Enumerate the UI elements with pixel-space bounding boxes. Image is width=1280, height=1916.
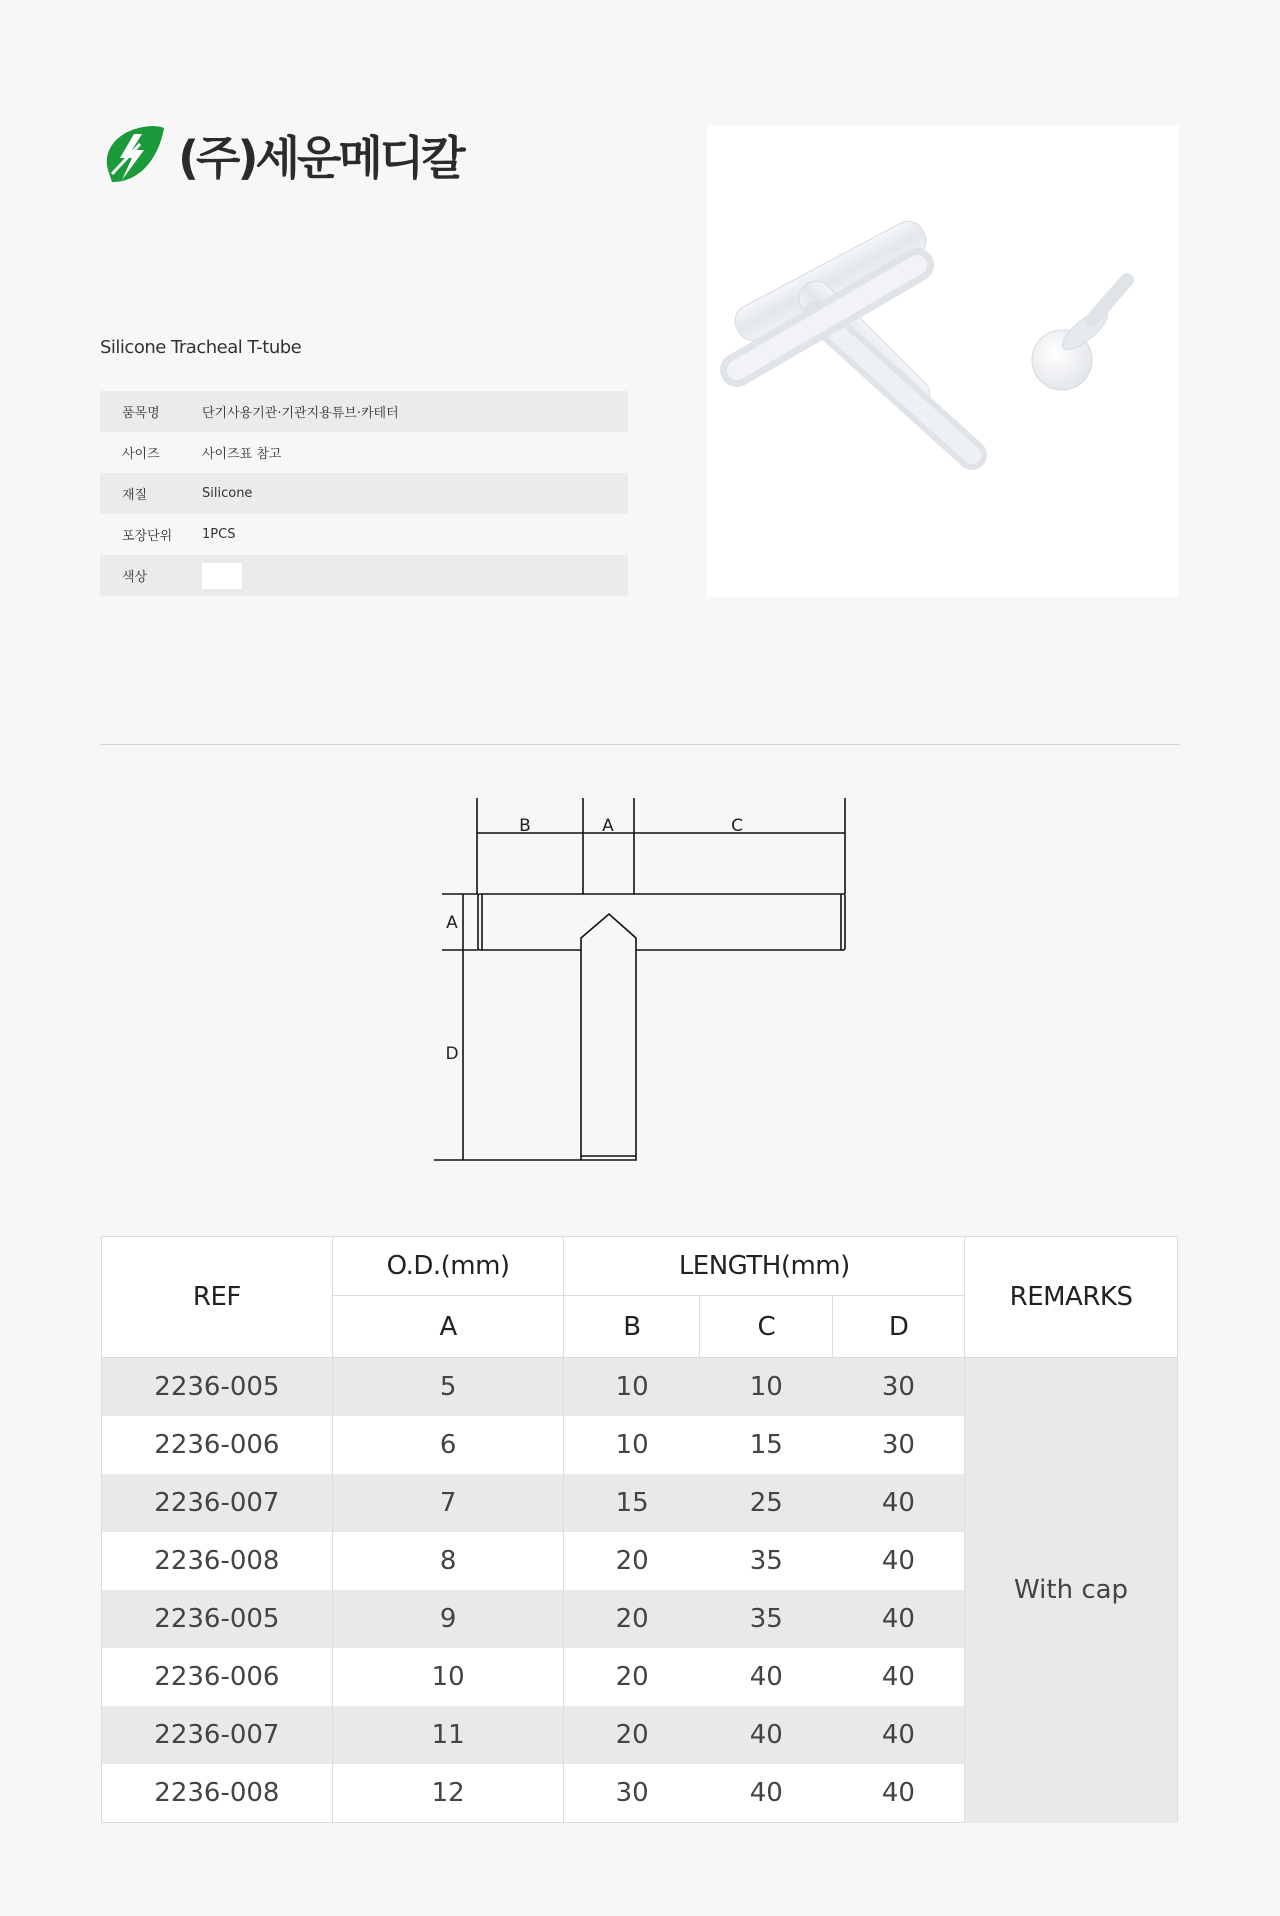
spec-row (100, 514, 628, 555)
cell-b: 15 (564, 1474, 700, 1532)
cell-a: 11 (332, 1706, 564, 1764)
cell-a: 7 (332, 1474, 564, 1532)
t-tube-image (707, 125, 1179, 597)
cell-c: 10 (700, 1358, 833, 1417)
dim-label-a: A (602, 816, 614, 836)
cell-c: 40 (700, 1706, 833, 1764)
cell-ref: 2236-007 (102, 1474, 333, 1532)
spec-table (100, 391, 628, 596)
dim-label-c: C (731, 816, 743, 836)
cell-ref: 2236-007 (102, 1706, 333, 1764)
cell-a: 8 (332, 1532, 564, 1590)
cell-c: 15 (700, 1416, 833, 1474)
cell-a: 5 (332, 1358, 564, 1417)
cell-a: 10 (332, 1648, 564, 1706)
cell-d: 40 (833, 1648, 965, 1706)
spec-row (100, 555, 628, 596)
company-logo (100, 120, 463, 190)
cell-b: 10 (564, 1358, 700, 1417)
cell-c: 35 (700, 1532, 833, 1590)
spec-key: 재질 (100, 473, 202, 514)
cell-b: 20 (564, 1532, 700, 1590)
cell-ref: 2236-006 (102, 1416, 333, 1474)
cell-d: 30 (833, 1358, 965, 1417)
header-ref: REF (102, 1237, 333, 1358)
header-a: A (332, 1296, 564, 1358)
cell-a: 9 (332, 1590, 564, 1648)
dim-label-d: D (445, 1044, 459, 1064)
cell-d: 30 (833, 1416, 965, 1474)
cell-d: 40 (833, 1590, 965, 1648)
product-photo (707, 125, 1179, 597)
spec-row (100, 473, 628, 514)
cell-c: 40 (700, 1764, 833, 1823)
spec-row (100, 391, 628, 432)
cell-c: 40 (700, 1648, 833, 1706)
product-title: Silicone Tracheal T-tube (100, 337, 302, 358)
cell-b: 10 (564, 1416, 700, 1474)
cell-a: 12 (332, 1764, 564, 1823)
company-name: (주)세운메디칼 (178, 131, 463, 185)
spec-value: 단기사용기관·기관지용튜브·카테터 (202, 391, 628, 432)
spec-key: 색상 (100, 555, 202, 596)
cell-ref: 2236-008 (102, 1532, 333, 1590)
header-od: O.D.(mm) (332, 1237, 564, 1296)
cell-b: 20 (564, 1648, 700, 1706)
header-remarks: REMARKS (965, 1237, 1178, 1358)
cell-ref: 2236-006 (102, 1648, 333, 1706)
cell-d: 40 (833, 1474, 965, 1532)
header-d: D (833, 1296, 965, 1358)
color-swatch (202, 563, 242, 589)
table-row (102, 1358, 1178, 1417)
header-c: C (700, 1296, 833, 1358)
cell-d: 40 (833, 1532, 965, 1590)
spec-value: 1PCS (202, 514, 628, 555)
cell-c: 35 (700, 1590, 833, 1648)
cell-d: 40 (833, 1764, 965, 1823)
size-table (101, 1236, 1178, 1823)
t-tube-dimension-diagram (420, 790, 860, 1170)
cell-d: 40 (833, 1706, 965, 1764)
dim-label-b: B (519, 816, 531, 836)
cell-b: 20 (564, 1590, 700, 1648)
header-length: LENGTH(mm) (564, 1237, 965, 1296)
cell-b: 30 (564, 1764, 700, 1823)
section-divider (100, 744, 1180, 745)
spec-key: 품목명 (100, 391, 202, 432)
cell-c: 25 (700, 1474, 833, 1532)
lightning-leaf-logo-icon (100, 124, 166, 186)
cell-ref: 2236-005 (102, 1590, 333, 1648)
spec-value: 사이즈표 참고 (202, 432, 628, 473)
header-b: B (564, 1296, 700, 1358)
cell-a: 6 (332, 1416, 564, 1474)
spec-value: Silicone (202, 473, 628, 514)
spec-row (100, 432, 628, 473)
dim-label-a-left: A (446, 913, 458, 933)
cell-b: 20 (564, 1706, 700, 1764)
spec-key: 포장단위 (100, 514, 202, 555)
spec-key: 사이즈 (100, 432, 202, 473)
cell-ref: 2236-008 (102, 1764, 333, 1823)
cell-remarks: With cap (965, 1358, 1178, 1823)
cell-ref: 2236-005 (102, 1358, 333, 1417)
